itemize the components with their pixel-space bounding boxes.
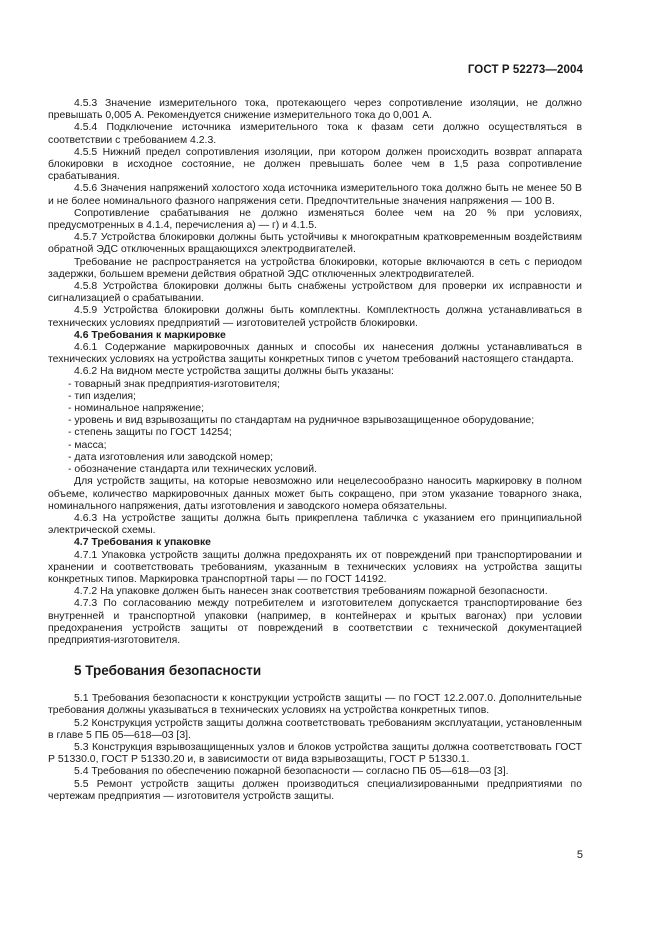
paragraph-4-7-2: 4.7.2 На упаковке должен быть нанесен знак соответствия требованиям пожарной безопасности. xyxy=(74,586,548,598)
list-item: - масса; xyxy=(68,439,107,451)
paragraph-5-2: 5.2 Конструкция устройств защиты должна соответствовать требованиям эксплуатации, установленным в главе 5 ПБ 05—618—03 [3]. xyxy=(48,717,582,741)
paragraph-4-7-1: 4.7.1 Упаковка устройств защиты должна предохранять их от повреждений при транспортировании и хранении и соответствовать требованиям, указанным в технических условиях на устройства защиты конкретных типов. Маркировка транспортной тары — по ГОСТ 14192. xyxy=(48,549,582,585)
paragraph-4-6-2: 4.6.2 На видном месте устройства защиты должны быть указаны: xyxy=(74,366,394,378)
paragraph-4-5-7-note: Требование не распространяется на устройства блокировки, которые включаются в сеть с периодом задержки, большем времени действия обратной ЭДС отключенных электродвигателей. xyxy=(48,256,582,280)
paragraph-5-4: 5.4 Требования по обеспечению пожарной безопасности — согласно ПБ 05—618—03 [3]. xyxy=(74,766,509,778)
paragraph-4-6-2-note: Для устройств защиты, на которые невозможно или нецелесообразно наносить маркировку в полном объеме, количество маркировочных данных может быть сокращено, при этом указание товарного знака, номинального напряжения, даты изготовления и заводского номера обязательны. xyxy=(48,476,582,512)
section-heading-5: 5 Требования безопасности xyxy=(74,663,262,679)
paragraph-4-5-4: 4.5.4 Подключение источника измерительного тока к фазам сети должно осуществляться в соответствии с требованием 4.2.3. xyxy=(48,122,582,146)
paragraph-5-5: 5.5 Ремонт устройств защиты должен производиться специализированными предприятиями по чертежам предприятия — изготовителя устройств защиты. xyxy=(48,778,582,802)
page-number: 5 xyxy=(576,849,583,861)
paragraph-4-5-3: 4.5.3 Значение измерительного тока, протекающего через сопротивление изоляции, не должно превышать 0,005 А. Рекомендуется снижение измерительного тока до 0,001 А. xyxy=(48,98,582,122)
list-item: - степень защиты по ГОСТ 14254; xyxy=(68,427,232,439)
paragraph-4-7-3: 4.7.3 По согласованию между потребителем и изготовителем допускается транспортирование без внутренней и транспортной упаковки (например, в контейнерах и крытых вагонах) при условии предохранения устройств защиты от повреждений в соответствии с технической документацией предприятия-изготовителя. xyxy=(48,598,582,646)
list-item: - тип изделия; xyxy=(68,390,136,402)
paragraph-4-5-6-note: Сопротивление срабатывания не должно изменяться более чем на 20 % при условиях, предусмотренных в 4.1.4, перечисления а) — г) и 4.1.5. xyxy=(48,207,582,232)
paragraph-4-5-5: 4.5.5 Нижний предел сопротивления изоляции, при котором должен происходить возврат аппарата блокировки в исходное состояние, не должен превышать более чем в 1,5 раза сопротивление срабатывания. xyxy=(48,146,582,183)
paragraph-5-3: 5.3 Конструкция взрывозащищенных узлов и блоков устройства защиты должна соответствовать ГОСТ Р 51330.0, ГОСТ Р 51330.20 и, в зависимости от вида взрывозащиты, ГОСТ Р 51330.1. xyxy=(48,741,582,766)
list-item: - товарный знак предприятия-изготовителя; xyxy=(68,378,280,390)
list-item: - номинальное напряжение; xyxy=(68,403,204,415)
paragraph-4-5-9: 4.5.9 Устройства блокировки должны быть комплектны. Комплектность должна устанавливаться в технических условиях предприятий — изготовителей устройств блокировки. xyxy=(48,305,582,329)
document-id-header: ГОСТ Р 52273—2004 xyxy=(467,64,583,76)
list-item: - дата изготовления или заводской номер; xyxy=(68,451,274,463)
paragraph-5-1: 5.1 Требования безопасности к конструкции устройств защиты — по ГОСТ 12.2.007.0. Дополнительные требования должны указываться в технических условиях на устройства конкретных типов. xyxy=(48,693,582,717)
subsection-heading-4-6: 4.6 Требования к маркировке xyxy=(74,329,226,341)
subsection-heading-4-7: 4.7 Требования к упаковке xyxy=(74,537,211,549)
paragraph-4-5-8: 4.5.8 Устройства блокировки должны быть снабжены устройством для проверки их исправности и сигнализацией о срабатывании. xyxy=(48,281,582,305)
document-body xyxy=(48,98,582,803)
list-item: - уровень и вид взрывозащиты по стандартам на рудничное взрывозащищенное оборудование; xyxy=(68,415,535,427)
paragraph-4-5-7: 4.5.7 Устройства блокировки должны быть устойчивы к многократным кратковременным воздействиям обратной ЭДС отключенных вращающихся электродвигателей. xyxy=(48,232,582,256)
list-item: - обозначение стандарта или технических условий. xyxy=(68,464,317,476)
paragraph-4-6-1: 4.6.1 Содержание маркировочных данных и способы их нанесения должны устанавливаться в технических условиях на устройства защиты конкретных типов с учетом требований настоящего стандарта. xyxy=(48,342,582,366)
paragraph-4-5-6: 4.5.6 Значения напряжений холостого хода источника измерительного тока должно быть не менее 50 В и не более номинального фазного напряжения сети. Предпочтительные значения напряжения — 100 В. xyxy=(48,183,582,207)
paragraph-4-6-3: 4.6.3 На устройстве защиты должна быть прикреплена табличка с указанием его принципиальной электрической схемы. xyxy=(48,512,582,537)
